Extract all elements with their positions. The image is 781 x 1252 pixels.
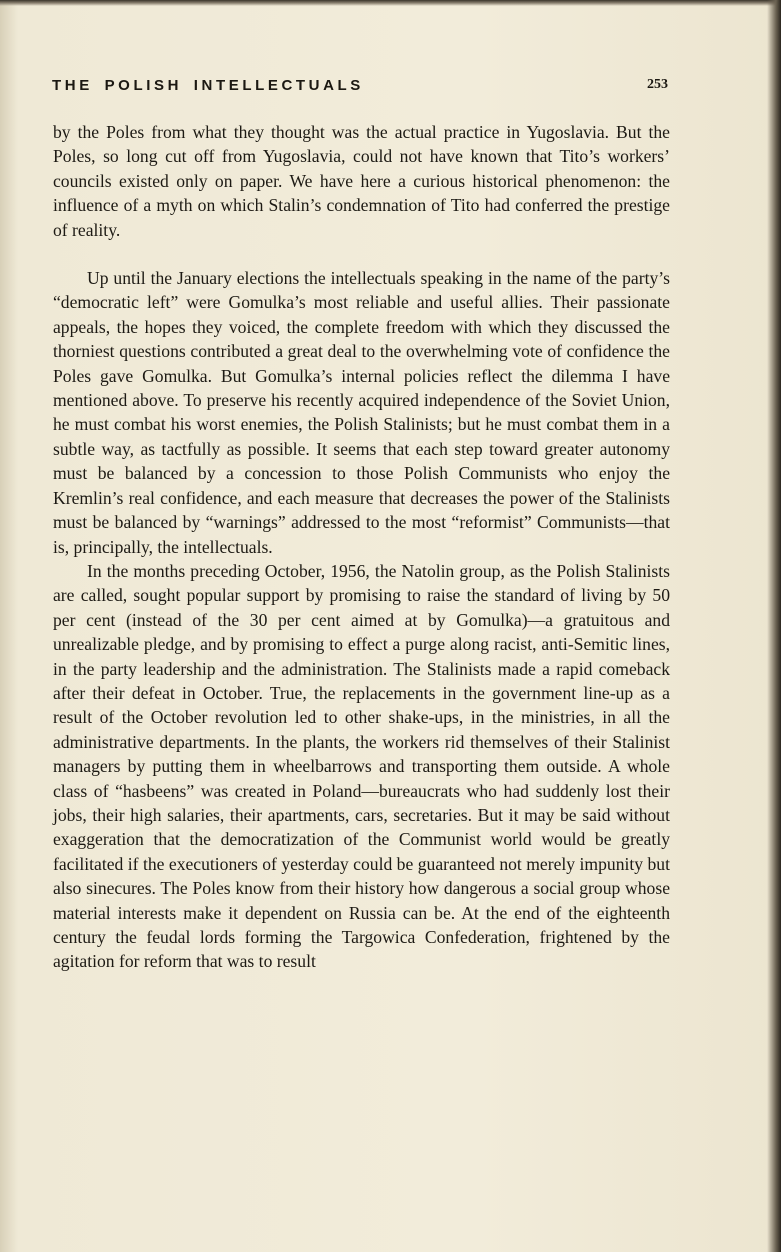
paragraph-continued: by the Poles from what they thought was the actual practice in Yugoslavia. But the Poles, so long cut off from Yugoslavia, could not have known that Tito’s workers’ councils existed only on paper. We have here a curious historical phenomenon: the influence of a myth on which Stalin’s condemnation of Tito had conferred the prestige of reality.	[53, 122, 670, 240]
paragraph: Up until the January elections the intellectuals speaking in the name of the party’s “democratic left” were Gomulka’s most reliable and useful allies. Their passionate appeals, the hopes they voiced, the complete freedom with which they discussed the thorniest questions contributed a great deal to the overwhelming vote of confidence the Poles gave Gomulka. But Gomulka’s internal policies reflect the dilemma I have mentioned above. To preserve his recently acquired independence of the Soviet Union, he must combat his worst enemies, the Polish Stalinists; but he must combat them in a subtle way, as tactfully as possible. It seems that each step toward greater autonomy must be balanced by a concession to those Polish Communists who enjoy the Kremlin’s real confidence, and each measure that decreases the power of the Stalinists must be balanced by “warnings” addressed to the most “reformist” Communists—that is, principally, the intellectuals.	[53, 268, 670, 557]
body-text	[53, 120, 670, 974]
paragraph: In the months preceding October, 1956, the Natolin group, as the Polish Stalinists are called, sought popular support by promising to raise the standard of living by 50 per cent (instead of the 30 per cent aimed at by Gomulka)—a gratuitous and unrealizable pledge, and by promising to effect a purge along racist, anti-Semitic lines, in the party leadership and the administration. The Stalinists made a rapid comeback after their defeat in October. True, the replacements in the government line-up as a result of the October revolution led to other shake-ups, in the ministries, in all the administrative departments. In the plants, the workers rid themselves of their Stalinist managers by putting them in wheelbarrows and transporting them outside. A whole class of “hasbeens” was created in Poland—bureaucrats who had suddenly lost their jobs, their high salaries, their apartments, cars, secretaries. But it may be said without exaggeration that the democratization of the Communist world would be greatly facilitated if the executioners of yesterday could be guaranteed not merely impunity but also sinecures. The Poles know from their history how dangerous a social group whose material interests make it dependent on Russia can be. At the end of the eighteenth century the feudal lords forming the Targowica Confederation, frightened by the agitation for reform that was to result	[53, 560, 670, 972]
running-title: THE POLISH INTELLECTUALS	[52, 77, 364, 94]
running-head	[52, 75, 668, 99]
page-binding-edge	[767, 0, 781, 1252]
page-number: 253	[647, 77, 668, 92]
page-top-shadow	[0, 0, 781, 6]
